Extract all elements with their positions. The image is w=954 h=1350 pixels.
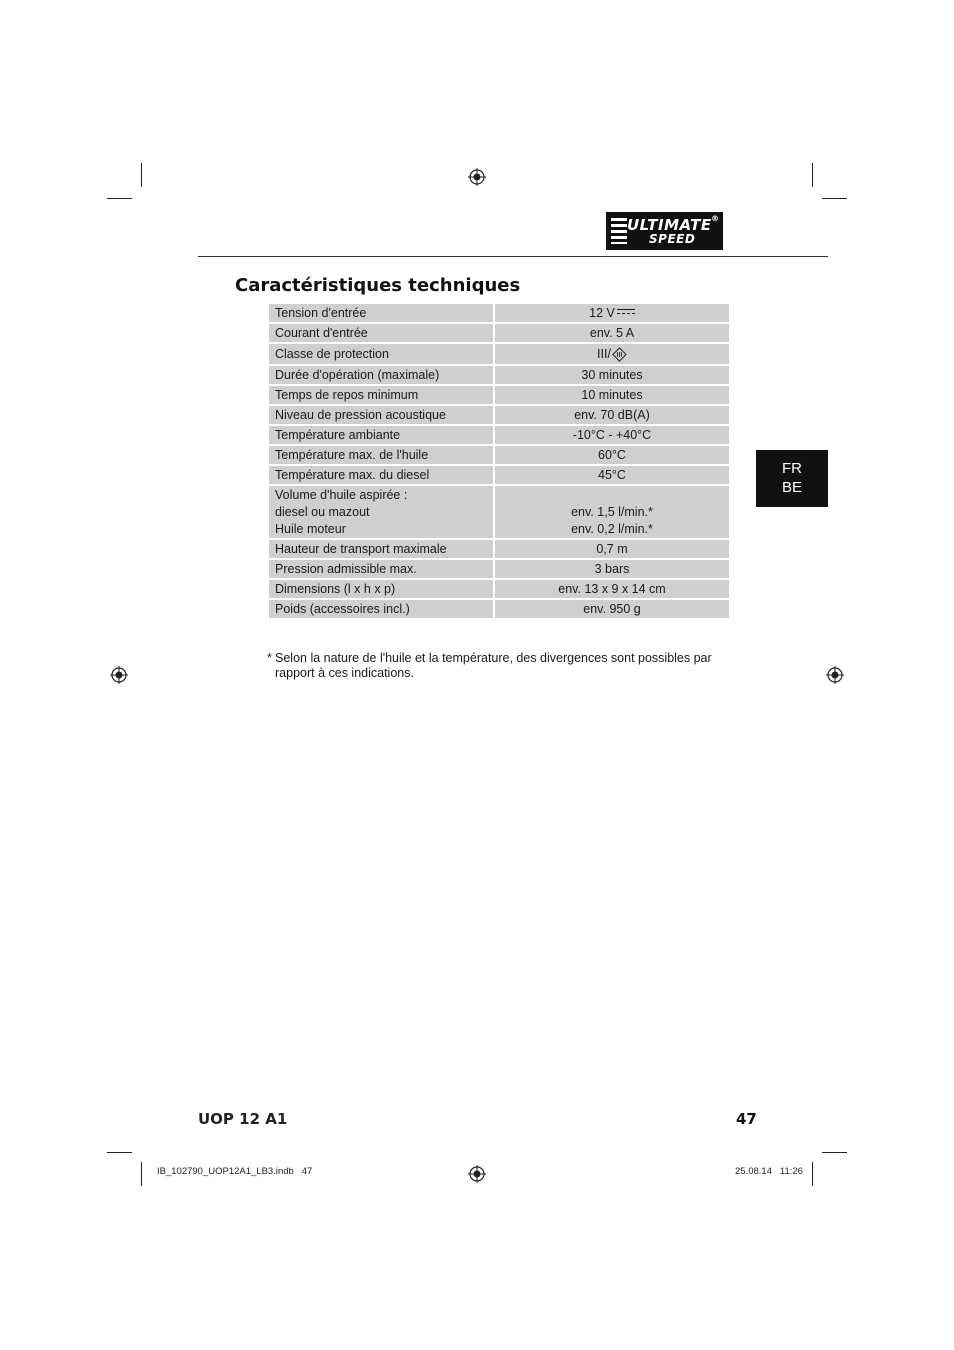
spec-table bbox=[267, 302, 731, 620]
language-code-fr: FR bbox=[782, 460, 802, 477]
spec-label: Dimensions (l x h x p) bbox=[268, 579, 494, 599]
table-row bbox=[268, 445, 730, 465]
footnote bbox=[267, 651, 717, 681]
crop-mark bbox=[822, 198, 847, 199]
logo-line1: ULTIMATE bbox=[627, 216, 712, 234]
spec-label: Température ambiante bbox=[268, 425, 494, 445]
page-number: 47 bbox=[736, 1110, 757, 1128]
logo-line2: SPEED bbox=[649, 232, 696, 246]
spec-value: env. 950 g bbox=[494, 599, 730, 619]
table-row bbox=[268, 599, 730, 619]
spec-value bbox=[494, 303, 730, 323]
spec-value: -10°C - +40°C bbox=[494, 425, 730, 445]
spec-value-text: III/ bbox=[597, 346, 611, 361]
table-row bbox=[268, 425, 730, 445]
spec-value: env. 70 dB(A) bbox=[494, 405, 730, 425]
spec-label-line: diesel ou mazout bbox=[275, 504, 370, 519]
spec-label: Pression admissible max. bbox=[268, 559, 494, 579]
spec-label: Température max. du diesel bbox=[268, 465, 494, 485]
crop-mark bbox=[822, 1152, 847, 1153]
direct-current-icon bbox=[617, 309, 635, 317]
page-title: Caractéristiques techniques bbox=[235, 275, 521, 296]
footnote-asterisk: * bbox=[267, 651, 272, 665]
table-row bbox=[268, 303, 730, 323]
table-row bbox=[268, 579, 730, 599]
spec-label: Courant d'entrée bbox=[268, 323, 494, 343]
logo-stripes bbox=[611, 218, 627, 244]
spec-label: Poids (accessoires incl.) bbox=[268, 599, 494, 619]
registration-mark-icon bbox=[110, 666, 128, 684]
language-code-be: BE bbox=[781, 479, 802, 496]
spec-value: env. 13 x 9 x 14 cm bbox=[494, 579, 730, 599]
crop-mark bbox=[812, 163, 813, 187]
registration-mark-icon bbox=[468, 168, 486, 186]
spec-value: 30 minutes bbox=[494, 365, 730, 385]
spec-value: 3 bars bbox=[494, 559, 730, 579]
table-row bbox=[268, 559, 730, 579]
protection-class-iii-icon bbox=[612, 347, 627, 362]
spec-label: Niveau de pression acoustique bbox=[268, 405, 494, 425]
header-rule bbox=[198, 256, 828, 257]
table-row bbox=[268, 465, 730, 485]
footnote-line: Selon la nature de l'huile et la température, des divergences sont possibles par bbox=[275, 651, 712, 665]
footnote-line: rapport à ces indications. bbox=[275, 666, 414, 680]
table-row bbox=[268, 385, 730, 405]
spec-label bbox=[268, 485, 494, 539]
registration-mark-icon bbox=[468, 1165, 486, 1183]
spec-value bbox=[494, 485, 730, 539]
logo-mark: ® bbox=[711, 214, 719, 223]
registration-mark-icon bbox=[826, 666, 844, 684]
spec-value: 45°C bbox=[494, 465, 730, 485]
table-row bbox=[268, 365, 730, 385]
table-row bbox=[268, 405, 730, 425]
spec-value-text: 12 V bbox=[589, 305, 615, 320]
crop-mark bbox=[107, 1152, 132, 1153]
spec-value: env. 5 A bbox=[494, 323, 730, 343]
table-row bbox=[268, 343, 730, 365]
spec-value-line: env. 0,2 l/min.* bbox=[571, 521, 653, 536]
language-tab bbox=[756, 450, 828, 507]
spec-label: Tension d'entrée bbox=[268, 303, 494, 323]
spec-value-line: env. 1,5 l/min.* bbox=[571, 504, 653, 519]
model-name: UOP 12 A1 bbox=[198, 1110, 288, 1128]
crop-mark bbox=[107, 198, 132, 199]
table-row bbox=[268, 485, 730, 539]
spec-label: Température max. de l'huile bbox=[268, 445, 494, 465]
spec-value: 60°C bbox=[494, 445, 730, 465]
spec-label-line: Huile moteur bbox=[275, 521, 346, 536]
table-row bbox=[268, 323, 730, 343]
spec-value: 10 minutes bbox=[494, 385, 730, 405]
ultimate-speed-logo bbox=[606, 212, 723, 250]
table-row bbox=[268, 539, 730, 559]
spec-value bbox=[494, 343, 730, 365]
crop-mark bbox=[141, 1162, 142, 1186]
spec-value: 0,7 m bbox=[494, 539, 730, 559]
crop-mark bbox=[141, 163, 142, 187]
spec-label-line: Volume d'huile aspirée : bbox=[275, 487, 408, 502]
spec-label: Temps de repos minimum bbox=[268, 385, 494, 405]
spec-label: Classe de protection bbox=[268, 343, 494, 365]
print-slug-date: 25.08.14 11:26 bbox=[735, 1166, 803, 1177]
spec-label: Durée d'opération (maximale) bbox=[268, 365, 494, 385]
print-slug-file: IB_102790_UOP12A1_LB3.indb 47 bbox=[157, 1166, 313, 1177]
crop-mark bbox=[812, 1162, 813, 1186]
spec-label: Hauteur de transport maximale bbox=[268, 539, 494, 559]
